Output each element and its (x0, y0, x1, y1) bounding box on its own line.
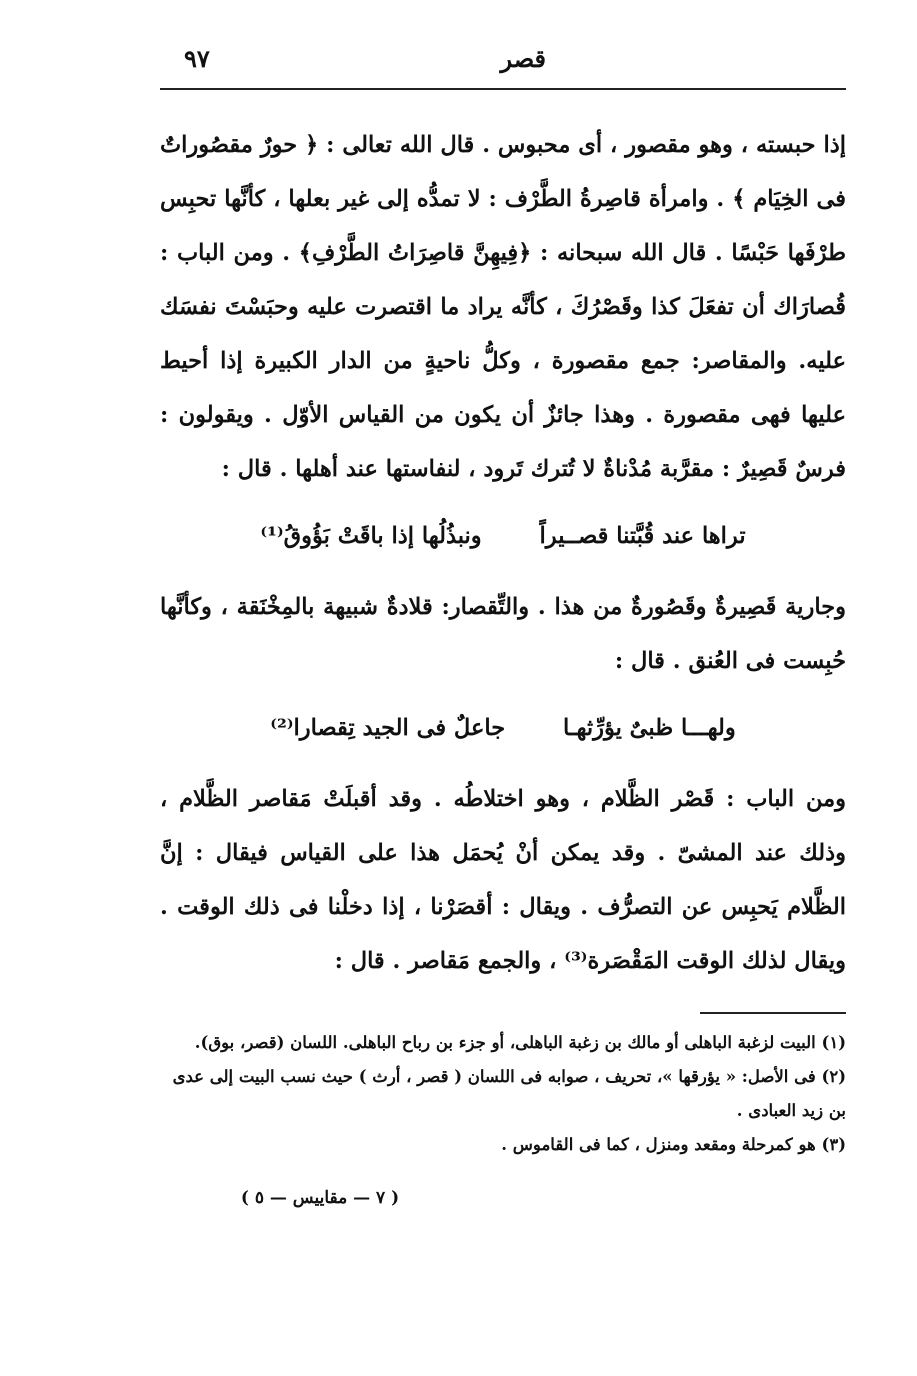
footnote-3: (٣) هو كمرحلة ومقعد ومنزل ، كما فى القاموس . (501, 1135, 846, 1154)
footnote-rule (700, 1012, 846, 1014)
verse-1 (160, 506, 846, 566)
paragraph-2: وجارية قَصِيرةٌ وقَصُورةٌ من هذا . والتِّقصار: قلادةٌ شبيهة بالمِخْنَقة ، وكأنَّها حُبِست فى العُنق . قال : (160, 594, 846, 674)
header-rule (160, 88, 846, 90)
verse-2-hemistich-1: ولهـــا ظبىٌ يؤرِّثهـا (563, 715, 736, 741)
page-header (160, 38, 846, 86)
page-number: ٩٧ (184, 44, 210, 73)
verse-1-hemistich-2: ونبذُلُها إذا باقَتْ بَؤُوقُ⁽¹⁾ (260, 523, 482, 549)
paragraph-3: ومن الباب : قَصْر الظَّلام ، وهو اختلاطُه . وقد أقبلَتْ مَقاصر الظَّلام ، وذلك عند المشىّ . وقد يمكن أنْ يُحمَل هذا على القياس فيقال : إنَّ الظَّلام يَحبِس عن التصرُّف . ويقال : أقصَرْنا ، إذا دخلْنا فى ذلك الوقت . ويقال لذلك الوقت المَقْصَرة⁽³⁾ ، والجمع مَقاصر . قال : (160, 786, 846, 974)
printer-signature: ( ٧ — مقاييس — ٥ ) (240, 1188, 400, 1208)
verse-1-hemistich-1: تراها عند قُبَّتنا قصــيراً (539, 523, 746, 549)
entry-word: قصر (500, 44, 546, 73)
footnote-1: (١) البيت لزغبة الباهلى أو مالك بن زغبة الباهلى، أو جزء بن رباح الباهلى. اللسان (قصر، بوق). (194, 1033, 846, 1052)
paragraph-1: إذا حبسته ، وهو مقصور ، أى محبوس . قال الله تعالى : ﴿ حورٌ مقصُوراتٌ فى الخِيَام ﴾ . وامرأة قاصِرةُ الطَّرْف : لا تمدُّه إلى غير بعلها ، كأنَّها تحبِس طرْفَها حَبْسًا . قال الله سبحانه : ﴿فِيهِنَّ قاصِرَاتُ الطَّرْفِ﴾ . ومن الباب : قُصارَاك أن تفعَلَ كذا وقَصْرُكَ ، كأنَّه يراد ما اقتصرت عليه وحبَسْتَ نفسَك عليه. والمقاصر: جمع مقصورة ، وكلُّ ناحيةٍ من الدار الكبيرة إذا أحيط عليها فهى مقصورة . وهذا جائزٌ أن يكون من القياس الأوّل . ويقولون : فرسٌ قَصِيرٌ : مقرَّبة مُدْناةٌ لا تُترك تَرود ، لنفاستها عند أهلها . قال : (160, 132, 846, 482)
verse-2-hemistich-2: جاعلٌ فى الجيد تِقصارا⁽²⁾ (270, 715, 506, 741)
main-text (160, 118, 846, 988)
verse-2 (160, 698, 846, 758)
footnote-2: (٢) فى الأصل: « يؤرقها »، تحريف ، صوابه فى اللسان ( قصر ، أرث ) حيث نسب البيت إلى عدى بن زيد العبادى . (172, 1067, 846, 1120)
footnotes (160, 1026, 846, 1162)
